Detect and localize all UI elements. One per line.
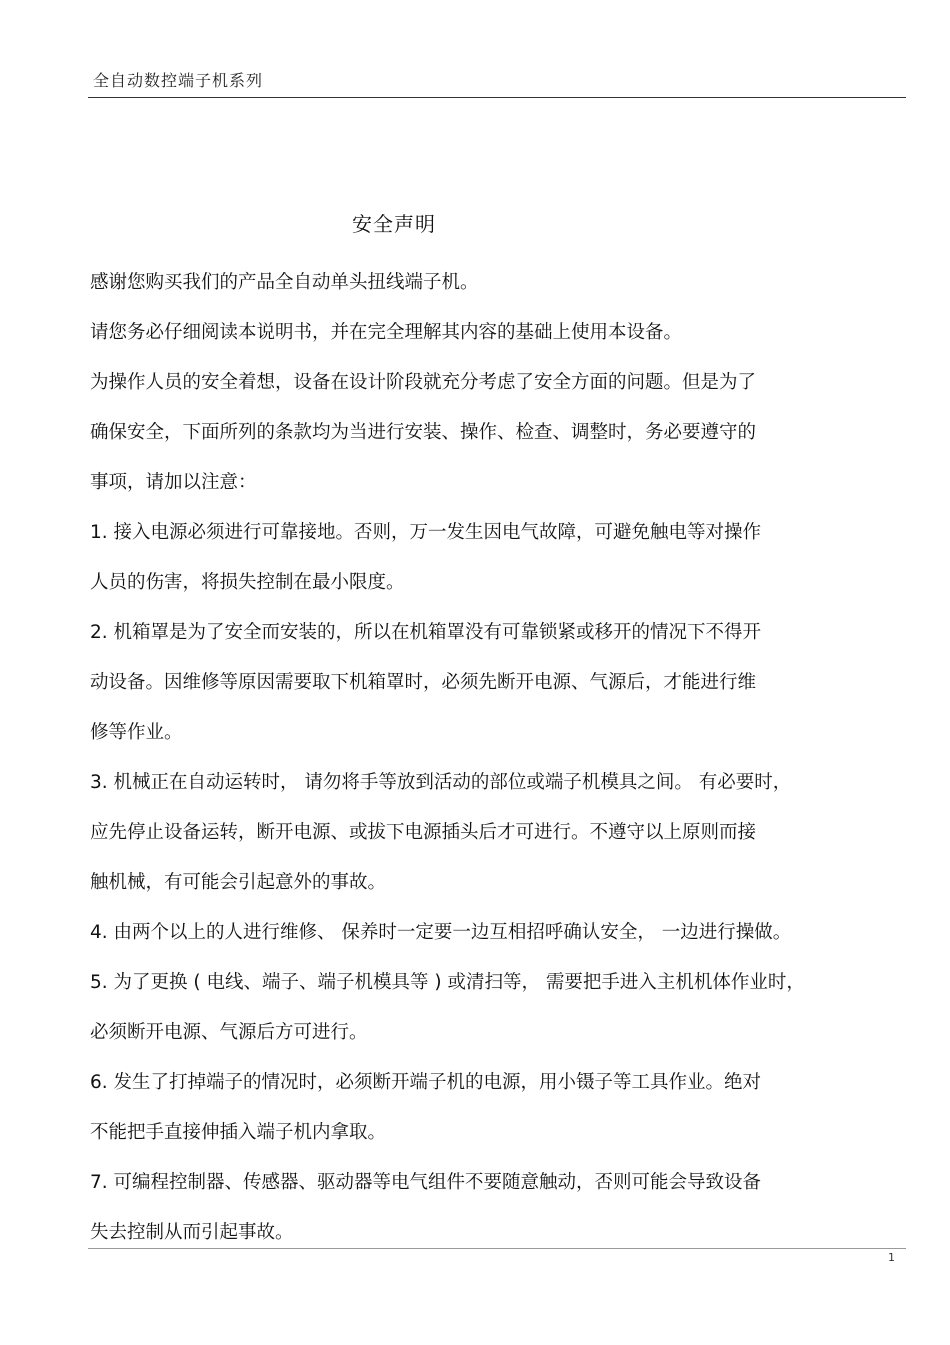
body-text [90,258,902,1258]
text-line: 1. 接入电源必须进行可靠接地。否则，万一发生因电气故障，可避免触电等对操作 [90,522,762,543]
text-line: 感谢您购买我们的产品全自动单头扭线端子机。 [90,272,479,293]
text-line: 必须断开电源、气源后方可进行。 [90,1022,368,1043]
section-title: 安全声明 [352,212,436,236]
footer-divider [88,1248,906,1249]
running-header: 全自动数控端子机系列 [93,71,264,90]
text-line: 7. 可编程控制器、传感器、驱动器等电气组件不要随意触动，否则可能会导致设备 [90,1172,762,1193]
text-line: 2. 机箱罩是为了安全而安装的，所以在机箱罩没有可靠锁紧或移开的情况下不得开 [90,622,762,643]
text-line: 请您务必仔细阅读本说明书，并在完全理解其内容的基础上使用本设备。 [90,322,683,343]
text-line: 不能把手直接伸插入端子机内拿取。 [90,1122,387,1143]
text-line: 4. 由两个以上的人进行维修、 保养时一定要一边互相招呼确认安全， 一边进行操做。 [90,922,792,943]
text-line: 应先停止设备运转，断开电源、或拔下电源插头后才可进行。不遵守以上原则而接 [90,822,757,843]
page-number: 1 [888,1251,895,1264]
text-line: 为操作人员的安全着想，设备在设计阶段就充分考虑了安全方面的问题。但是为了 [90,372,757,393]
header-divider [88,97,906,98]
text-line: 人员的伤害，将损失控制在最小限度。 [90,572,405,593]
text-line: 失去控制从而引起事故。 [90,1222,294,1243]
text-line: 5. 为了更换 ( 电线、端子、端子机模具等 ) 或清扫等， 需要把手进入主机机体作业时， [90,972,805,993]
text-line: 修等作业。 [90,722,183,743]
text-line: 触机械，有可能会引起意外的事故。 [90,872,387,893]
text-line: 6. 发生了打掉端子的情况时，必须断开端子机的电源，用小镊子等工具作业。绝对 [90,1072,762,1093]
text-line: 动设备。因维修等原因需要取下机箱罩时，必须先断开电源、气源后，才能进行维 [90,672,757,693]
text-line: 3. 机械正在自动运转时， 请勿将手等放到活动的部位或端子机模具之间。 有必要时， [90,772,792,793]
text-line: 确保安全，下面所列的条款均为当进行安装、操作、检查、调整时，务必要遵守的 [90,422,757,443]
text-line: 事项，请加以注意： [90,472,257,493]
